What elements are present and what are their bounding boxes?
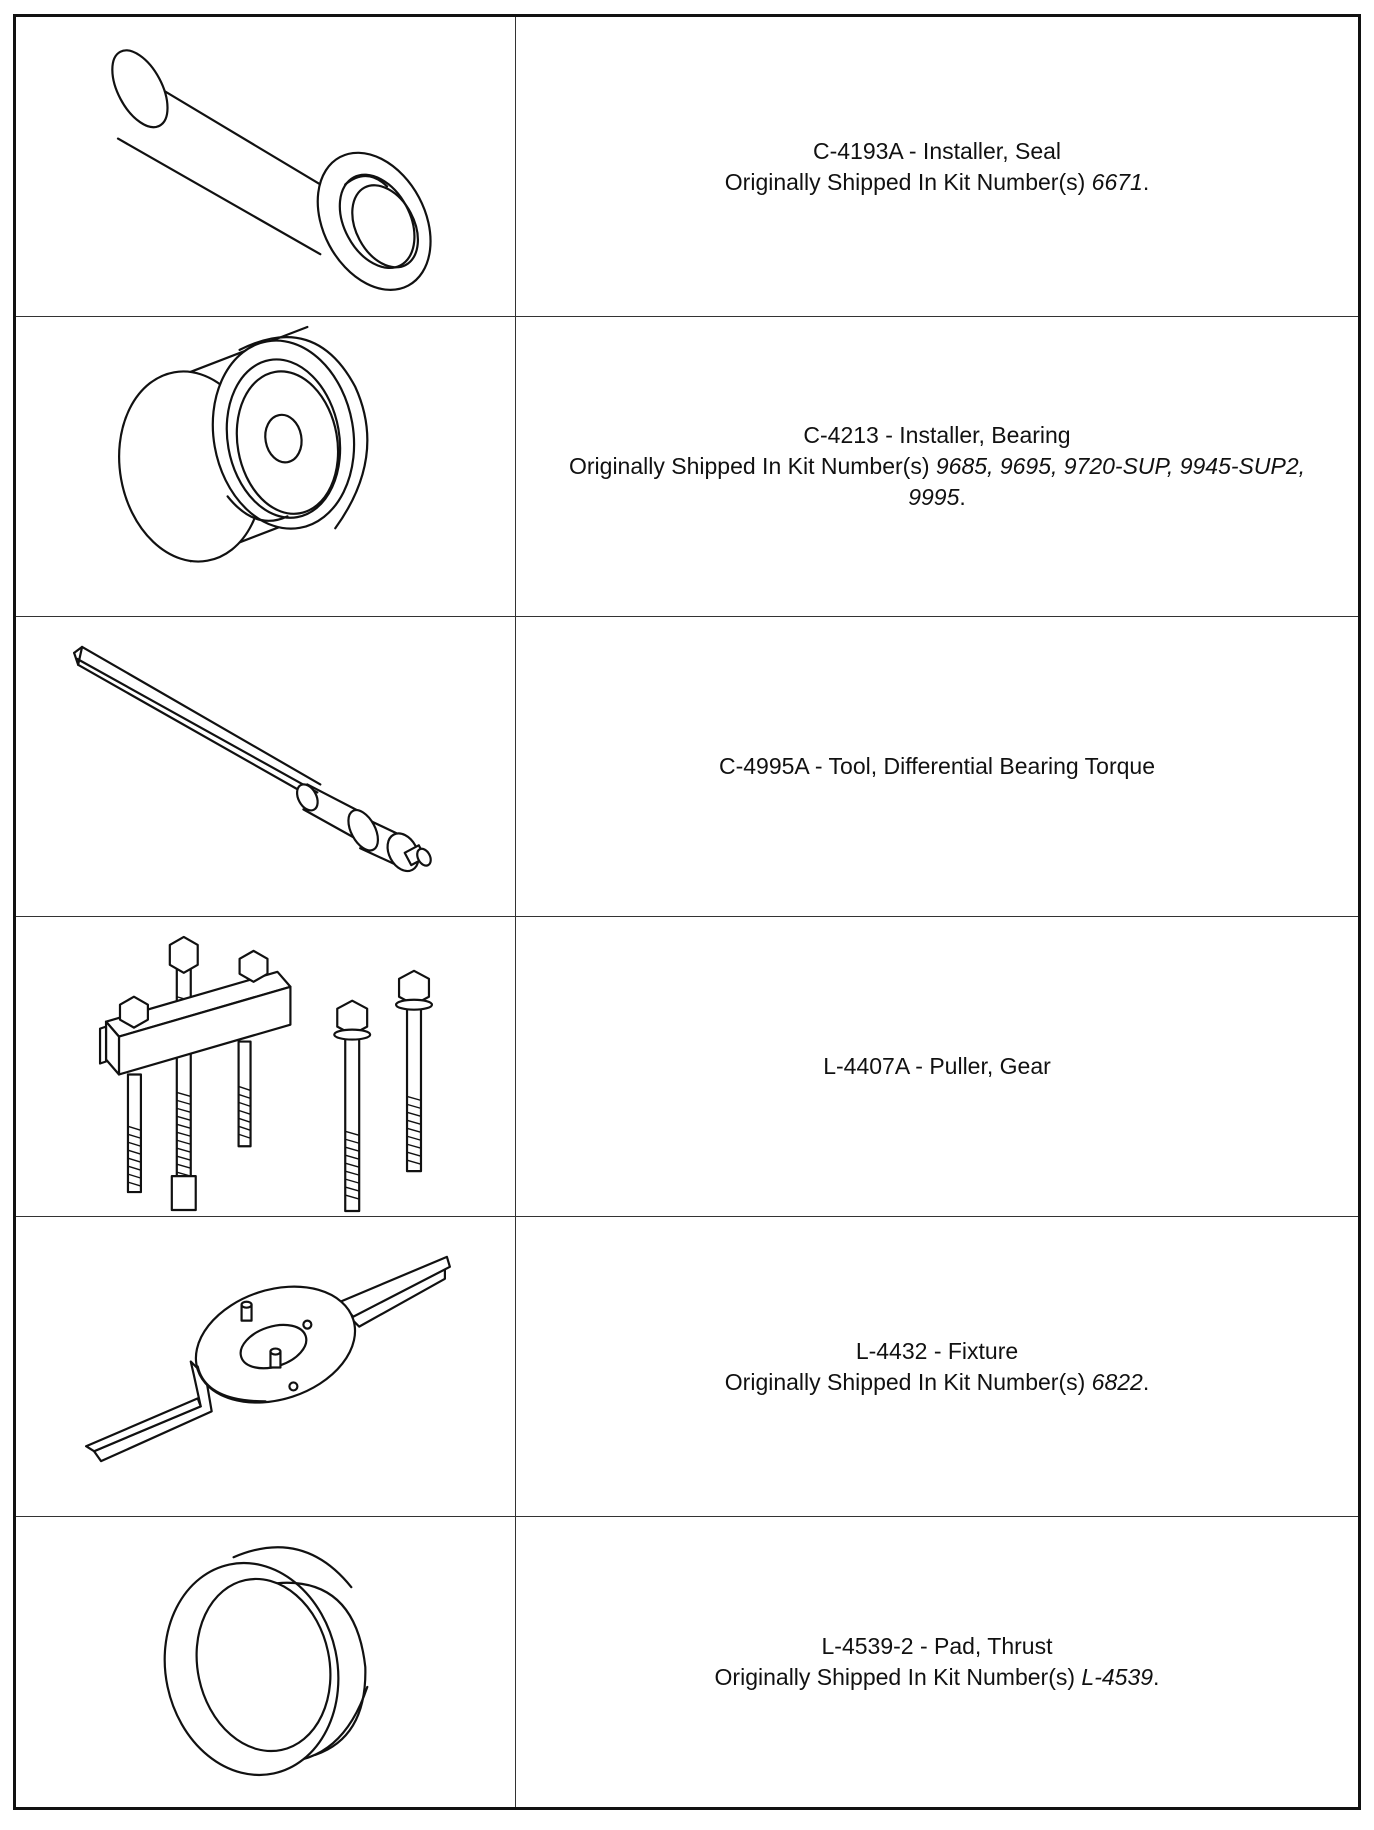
kit-suffix: . (1153, 1664, 1160, 1690)
tool-title: C-4213 - Installer, Bearing (803, 422, 1071, 448)
seal-installer-illustration (16, 17, 516, 316)
table-row (16, 317, 1358, 617)
kit-numbers: 9685, 9695, 9720-SUP, 9945-SUP2, (935, 453, 1305, 479)
table-row (16, 1517, 1358, 1807)
kit-prefix: Originally Shipped In Kit Number(s) (714, 1664, 1082, 1690)
table-row (16, 1217, 1358, 1517)
tool-description (516, 17, 1358, 316)
tool-title: L-4539-2 - Pad, Thrust (821, 1633, 1053, 1659)
gear-puller-illustration (16, 917, 516, 1216)
kit-info (569, 451, 1305, 482)
kit-prefix: Originally Shipped In Kit Number(s) (569, 453, 936, 479)
tool-description (516, 1517, 1358, 1807)
kit-prefix: Originally Shipped In Kit Number(s) (724, 168, 1092, 195)
tool-description (516, 917, 1358, 1216)
kit-suffix: . (959, 484, 966, 510)
kit-suffix: . (1142, 168, 1150, 195)
table-row (16, 917, 1358, 1217)
tool-description (516, 617, 1358, 916)
table-row (16, 17, 1358, 317)
tool-title: C-4193A - Installer, Seal (812, 137, 1062, 164)
tool-title: L-4432 - Fixture (855, 1337, 1019, 1364)
table-row (16, 617, 1358, 917)
tool-description (516, 1217, 1358, 1516)
tool-title: C-4995A - Tool, Differential Bearing Torque (719, 753, 1155, 779)
tool-title: L-4407A - Puller, Gear (823, 1053, 1051, 1079)
tool-description (516, 317, 1358, 616)
kit-prefix: Originally Shipped In Kit Number(s) (724, 1368, 1092, 1395)
kit-info (725, 1367, 1149, 1398)
thrust-pad-illustration (16, 1517, 516, 1807)
kit-suffix: . (1142, 1368, 1150, 1395)
kit-info (715, 1662, 1160, 1693)
kit-numbers-continued: 9995 (908, 484, 960, 510)
fixture-illustration (16, 1217, 516, 1516)
differential-bearing-torque-tool-illustration (16, 617, 516, 916)
kit-numbers: 6822 (1091, 1368, 1143, 1395)
kit-numbers: L-4539 (1081, 1664, 1154, 1690)
kit-info-continued (908, 482, 966, 513)
bearing-installer-illustration (16, 317, 516, 616)
kit-info (725, 167, 1149, 198)
tool-table (13, 14, 1361, 1810)
kit-numbers: 6671 (1091, 168, 1143, 195)
